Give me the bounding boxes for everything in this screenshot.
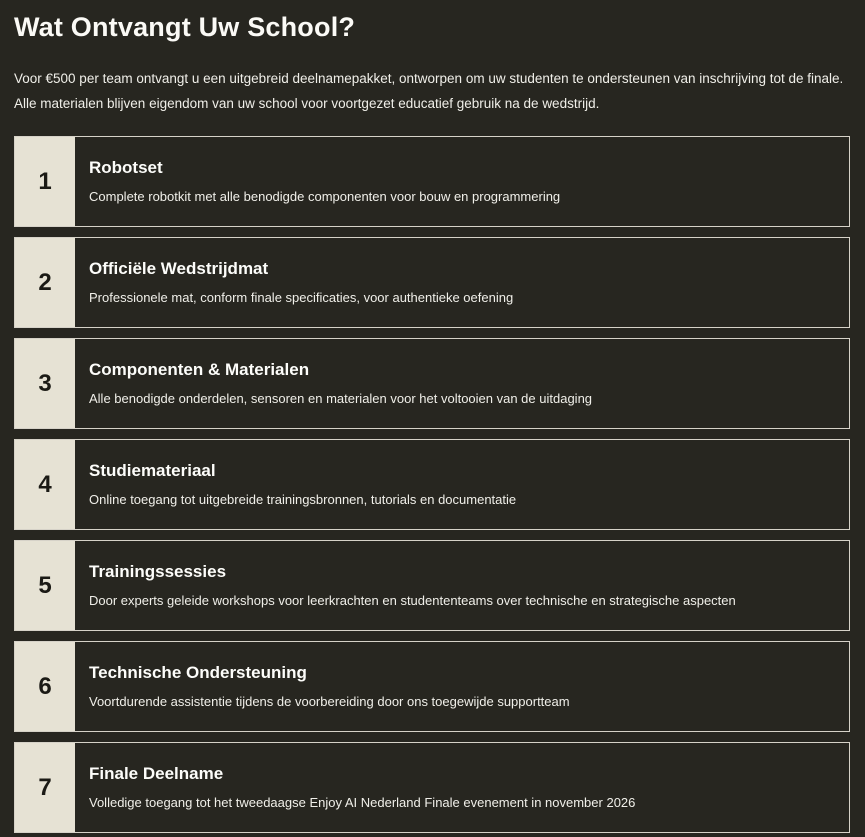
item-number: 4 [38,470,52,498]
item-content [75,137,849,226]
item-number: 1 [38,167,52,195]
item-title: Studiemateriaal [89,461,216,480]
item-content [75,339,849,428]
item-description: Volledige toegang tot het tweedaagse Enjoy AI Nederland Finale evenement in november 2026 [89,794,636,810]
item-title: Officiële Wedstrijdmat [89,259,269,278]
package-item-card [14,742,850,833]
item-title: Robotset [89,158,163,177]
item-number: 5 [38,571,52,599]
item-title: Finale Deelname [89,764,224,783]
item-number-badge [15,743,75,832]
item-content [75,642,849,731]
item-number-badge [15,642,75,731]
package-list [14,136,850,833]
item-number: 6 [38,672,52,700]
package-item-card [14,136,850,227]
package-item-card [14,439,850,530]
package-item-card [14,540,850,631]
intro-paragraph: Voor €500 per team ontvangt u een uitgebreid deelnamepakket, ontworpen om uw studenten te ondersteunen van inschrijving tot de finale. Alle materialen blijven eigendom van uw school voor voortgezet educatief gebruik na de wedstrijd. [14,71,844,112]
item-number-badge [15,541,75,630]
item-number-badge [15,440,75,529]
item-number: 3 [38,369,52,397]
item-description: Online toegang tot uitgebreide trainingsbronnen, tutorials en documentatie [89,491,517,507]
item-content [75,440,849,529]
item-title: Componenten & Materialen [89,360,310,379]
item-description: Door experts geleide workshops voor leerkrachten en studententeams over technische en strategische aspecten [89,592,736,608]
item-content [75,743,849,832]
package-item-card [14,338,850,429]
item-content [75,541,849,630]
item-title: Trainingssessies [89,562,227,581]
item-description: Professionele mat, conform finale specificaties, voor authentieke oefening [89,289,514,305]
page-title: Wat Ontvangt Uw School? [14,12,356,42]
item-number: 7 [38,773,52,801]
package-item-card [14,641,850,732]
item-content [75,238,849,327]
item-number-badge [15,238,75,327]
package-item-card [14,237,850,328]
item-description: Voortdurende assistentie tijdens de voorbereiding door ons toegewijde supportteam [89,693,570,709]
item-description: Alle benodigde onderdelen, sensoren en materialen voor het voltooien van de uitdaging [89,390,593,406]
item-number: 2 [38,268,52,296]
item-title: Technische Ondersteuning [89,663,307,682]
item-number-badge [15,137,75,226]
item-description: Complete robotkit met alle benodigde componenten voor bouw en programmering [89,188,561,204]
item-number-badge [15,339,75,428]
